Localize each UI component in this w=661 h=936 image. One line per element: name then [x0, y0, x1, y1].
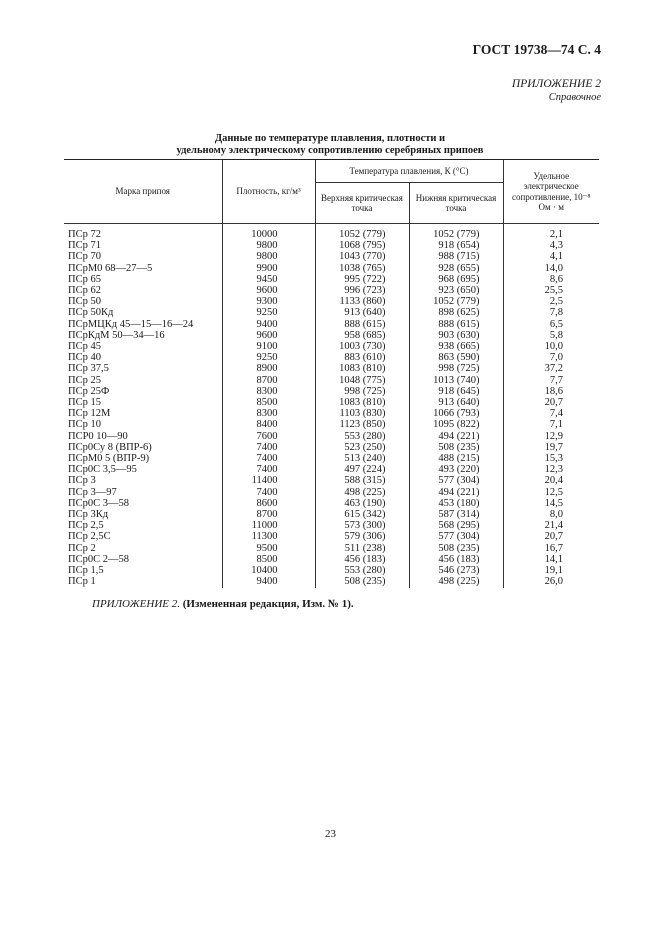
cell-upper-point: 513 (240) [315, 453, 409, 464]
cell-density: 8700 [222, 509, 315, 520]
cell-upper-point: 958 (685) [315, 330, 409, 341]
cell-brand: ПСр 70 [68, 251, 101, 263]
amendment-note [92, 598, 354, 610]
appendix-subtitle: Справочное [548, 92, 601, 103]
cell-resistivity: 18,6 [503, 386, 599, 397]
table-row [64, 296, 599, 307]
table-row [64, 397, 599, 408]
cell-upper-point: 1103 (830) [315, 408, 409, 419]
cell-upper-point: 463 (190) [315, 498, 409, 509]
cell-brand: ПСр0С 3,5—95 [68, 464, 137, 476]
cell-brand: ПСр 62 [68, 285, 101, 297]
cell-lower-point: 568 (295) [409, 520, 503, 531]
cell-resistivity: 12,9 [503, 431, 599, 442]
table-row [64, 531, 599, 542]
cell-resistivity: 7,4 [503, 408, 599, 419]
cell-upper-point: 1068 (795) [315, 240, 409, 251]
table-title-line-1: Данные по температуре плавления, плотности и [214, 133, 446, 144]
cell-brand: ПСр 3 [68, 475, 96, 487]
cell-density: 9900 [222, 263, 315, 274]
cell-density: 11300 [222, 531, 315, 542]
cell-brand: ПСр0С 3—58 [68, 497, 129, 509]
cell-upper-point: 1052 (779) [315, 224, 409, 241]
cell-density: 10000 [222, 224, 315, 241]
document-id: ГОСТ 19738—74 С. 4 [472, 42, 601, 57]
cell-upper-point: 996 (723) [315, 285, 409, 296]
cell-brand: ПСР0 10—90 [68, 430, 128, 442]
cell-upper-point: 615 (342) [315, 509, 409, 520]
cell-lower-point: 903 (630) [409, 330, 503, 341]
table-row [64, 307, 599, 318]
cell-lower-point: 1066 (793) [409, 408, 503, 419]
table-row [64, 543, 599, 554]
cell-resistivity: 14,5 [503, 498, 599, 509]
table-row [64, 487, 599, 498]
col-header-melt-temp: Температура плавления, К (°С) [315, 160, 503, 183]
table-row [64, 274, 599, 285]
cell-upper-point: 579 (306) [315, 531, 409, 542]
cell-density: 9400 [222, 319, 315, 330]
solder-data-table [64, 159, 599, 588]
table-row [64, 554, 599, 565]
table-title [60, 133, 600, 157]
cell-lower-point: 508 (235) [409, 543, 503, 554]
cell-lower-point: 913 (640) [409, 397, 503, 408]
cell-resistivity: 26,0 [503, 576, 599, 587]
cell-brand: ПСр 40 [68, 352, 101, 364]
cell-density: 8300 [222, 408, 315, 419]
cell-lower-point: 577 (304) [409, 531, 503, 542]
cell-upper-point: 1048 (775) [315, 375, 409, 386]
cell-density: 9800 [222, 251, 315, 262]
cell-resistivity: 15,3 [503, 453, 599, 464]
col-header-density: Плотность, кг/м³ [222, 160, 315, 224]
cell-lower-point: 968 (695) [409, 274, 503, 285]
table-row [64, 520, 599, 531]
table-row [64, 319, 599, 330]
table-row [64, 475, 599, 486]
cell-upper-point: 498 (225) [315, 487, 409, 498]
cell-upper-point: 588 (315) [315, 475, 409, 486]
table-title-line-2: удельному электрическому сопротивлению серебряных припоев [176, 145, 484, 156]
cell-lower-point: 1013 (740) [409, 375, 503, 386]
cell-brand: ПСр 1,5 [68, 565, 104, 577]
cell-upper-point: 883 (610) [315, 352, 409, 363]
data-table-container [64, 159, 599, 588]
cell-upper-point: 523 (250) [315, 442, 409, 453]
cell-resistivity: 8,6 [503, 274, 599, 285]
cell-upper-point: 888 (615) [315, 319, 409, 330]
cell-resistivity: 16,7 [503, 543, 599, 554]
appendix-label [512, 78, 601, 104]
cell-brand: ПСр 71 [68, 240, 101, 252]
cell-upper-point: 1038 (765) [315, 263, 409, 274]
cell-resistivity: 5,8 [503, 330, 599, 341]
note-appendix-ref: ПРИЛОЖЕНИЕ 2. [92, 598, 180, 610]
cell-lower-point: 1052 (779) [409, 224, 503, 241]
cell-lower-point: 928 (655) [409, 263, 503, 274]
cell-resistivity: 14,1 [503, 554, 599, 565]
cell-brand: ПСр 2 [68, 542, 96, 554]
cell-density: 8300 [222, 386, 315, 397]
table-row [64, 240, 599, 251]
cell-upper-point: 1003 (730) [315, 341, 409, 352]
cell-lower-point: 587 (314) [409, 509, 503, 520]
cell-density: 8500 [222, 397, 315, 408]
cell-upper-point: 497 (224) [315, 464, 409, 475]
cell-brand: ПСр 25Ф [68, 385, 110, 397]
cell-lower-point: 498 (225) [409, 576, 503, 587]
table-row [64, 442, 599, 453]
cell-resistivity: 2,1 [503, 224, 599, 241]
cell-density: 8700 [222, 375, 315, 386]
cell-lower-point: 546 (273) [409, 565, 503, 576]
appendix-title: ПРИЛОЖЕНИЕ 2 [511, 78, 601, 90]
cell-brand: ПСр 25 [68, 374, 101, 386]
cell-brand: ПСр 50 [68, 296, 101, 308]
cell-brand: ПСр 45 [68, 341, 101, 353]
cell-resistivity: 8,0 [503, 509, 599, 520]
cell-lower-point: 577 (304) [409, 475, 503, 486]
col-header-upper: Верхняя критическая точка [315, 183, 409, 224]
cell-resistivity: 7,8 [503, 307, 599, 318]
table-row [64, 285, 599, 296]
cell-upper-point: 508 (235) [315, 576, 409, 587]
cell-brand: ПСр0С 2—58 [68, 553, 129, 565]
cell-density: 9600 [222, 330, 315, 341]
cell-upper-point: 913 (640) [315, 307, 409, 318]
cell-brand: ПСрМ0 5 (ВПР-9) [68, 453, 150, 465]
cell-density: 8600 [222, 498, 315, 509]
cell-resistivity: 7,1 [503, 419, 599, 430]
cell-lower-point: 453 (180) [409, 498, 503, 509]
cell-brand: ПСр 50Кд [68, 307, 114, 319]
cell-lower-point: 494 (221) [409, 431, 503, 442]
cell-density: 9300 [222, 296, 315, 307]
cell-resistivity: 25,5 [503, 285, 599, 296]
cell-lower-point: 488 (215) [409, 453, 503, 464]
cell-resistivity: 12,3 [503, 464, 599, 475]
cell-density: 8400 [222, 419, 315, 430]
page-number: 23 [325, 828, 336, 840]
cell-resistivity: 20,7 [503, 531, 599, 542]
cell-lower-point: 508 (235) [409, 442, 503, 453]
cell-density: 9100 [222, 341, 315, 352]
cell-upper-point: 511 (238) [315, 543, 409, 554]
cell-density: 11000 [222, 520, 315, 531]
cell-resistivity: 2,5 [503, 296, 599, 307]
cell-density: 7400 [222, 464, 315, 475]
cell-density: 7400 [222, 442, 315, 453]
cell-brand: ПСр 72 [68, 229, 101, 240]
col-header-resistivity: Удельное электрическое сопротивление, 10⁻⁸ Ом · м [503, 160, 599, 224]
cell-resistivity: 14,0 [503, 263, 599, 274]
cell-upper-point: 1043 (770) [315, 251, 409, 262]
cell-brand: ПСр 3Кд [68, 509, 109, 521]
cell-density: 9450 [222, 274, 315, 285]
cell-lower-point: 493 (220) [409, 464, 503, 475]
cell-upper-point: 1133 (860) [315, 296, 409, 307]
cell-density: 9250 [222, 352, 315, 363]
cell-resistivity: 20,4 [503, 475, 599, 486]
cell-upper-point: 995 (722) [315, 274, 409, 285]
cell-lower-point: 918 (654) [409, 240, 503, 251]
cell-density: 9250 [222, 307, 315, 318]
cell-brand: ПСрКдМ 50—34—16 [68, 329, 165, 341]
cell-lower-point: 898 (625) [409, 307, 503, 318]
table-row [64, 408, 599, 419]
cell-density: 9800 [222, 240, 315, 251]
cell-density: 7600 [222, 431, 315, 442]
table-row [64, 386, 599, 397]
table-row [64, 498, 599, 509]
cell-upper-point: 1083 (810) [315, 397, 409, 408]
cell-density: 7400 [222, 487, 315, 498]
cell-density: 9600 [222, 285, 315, 296]
cell-lower-point: 938 (665) [409, 341, 503, 352]
cell-lower-point: 1052 (779) [409, 296, 503, 307]
cell-resistivity: 7,7 [503, 375, 599, 386]
cell-lower-point: 923 (650) [409, 285, 503, 296]
table-header [64, 160, 599, 224]
cell-resistivity: 19,1 [503, 565, 599, 576]
cell-upper-point: 553 (280) [315, 431, 409, 442]
table-row [64, 341, 599, 352]
cell-brand: ПСр 3—97 [68, 486, 117, 498]
cell-upper-point: 456 (183) [315, 554, 409, 565]
table-row [64, 509, 599, 520]
cell-resistivity: 7,0 [503, 352, 599, 363]
table-row [64, 363, 599, 374]
table-row [64, 576, 599, 587]
cell-resistivity: 12,5 [503, 487, 599, 498]
table-row [64, 352, 599, 363]
cell-upper-point: 553 (280) [315, 565, 409, 576]
cell-brand: ПСр 1 [68, 576, 96, 588]
cell-density: 8500 [222, 554, 315, 565]
cell-lower-point: 888 (615) [409, 319, 503, 330]
cell-resistivity: 6,5 [503, 319, 599, 330]
cell-upper-point: 573 (300) [315, 520, 409, 531]
cell-resistivity: 4,3 [503, 240, 599, 251]
cell-brand: ПСр 10 [68, 419, 101, 431]
cell-lower-point: 1095 (822) [409, 419, 503, 430]
cell-brand: ПСр 15 [68, 397, 101, 409]
cell-density: 7400 [222, 453, 315, 464]
cell-density: 9500 [222, 543, 315, 554]
cell-brand: ПСрМ0 68—27—5 [68, 262, 153, 274]
table-row [64, 464, 599, 475]
cell-brand: ПСр 2,5С [68, 531, 111, 543]
cell-brand: ПСрМЦКд 45—15—16—24 [68, 318, 194, 330]
cell-lower-point: 456 (183) [409, 554, 503, 565]
cell-brand: ПСр 12М [68, 408, 111, 420]
cell-resistivity: 21,4 [503, 520, 599, 531]
table-row [64, 224, 599, 241]
cell-resistivity: 10,0 [503, 341, 599, 352]
table-row [64, 565, 599, 576]
cell-resistivity: 19,7 [503, 442, 599, 453]
col-header-brand: Марка припоя [64, 160, 222, 224]
table-row [64, 419, 599, 430]
cell-upper-point: 1083 (810) [315, 363, 409, 374]
cell-density: 10400 [222, 565, 315, 576]
cell-brand: ПСр 65 [68, 273, 101, 285]
table-row [64, 263, 599, 274]
cell-brand: ПСр 2,5 [68, 520, 104, 532]
cell-upper-point: 998 (725) [315, 386, 409, 397]
table-row [64, 431, 599, 442]
cell-brand: ПСр0Су 8 (ВПР-6) [68, 441, 152, 453]
table-body [64, 224, 599, 588]
cell-resistivity: 37,2 [503, 363, 599, 374]
cell-resistivity: 20,7 [503, 397, 599, 408]
cell-lower-point: 988 (715) [409, 251, 503, 262]
cell-resistivity: 4,1 [503, 251, 599, 262]
cell-lower-point: 918 (645) [409, 386, 503, 397]
note-amendment: (Измененная редакция, Изм. № 1). [182, 598, 354, 610]
cell-density: 9400 [222, 576, 315, 587]
table-row [64, 453, 599, 464]
cell-density: 11400 [222, 475, 315, 486]
table-row [64, 251, 599, 262]
cell-density: 8900 [222, 363, 315, 374]
table-row [64, 330, 599, 341]
cell-brand: ПСр 37,5 [68, 363, 109, 375]
cell-lower-point: 998 (725) [409, 363, 503, 374]
cell-lower-point: 494 (221) [409, 487, 503, 498]
cell-lower-point: 863 (590) [409, 352, 503, 363]
cell-upper-point: 1123 (850) [315, 419, 409, 430]
table-row [64, 375, 599, 386]
col-header-lower: Нижняя критическая точка [409, 183, 503, 224]
